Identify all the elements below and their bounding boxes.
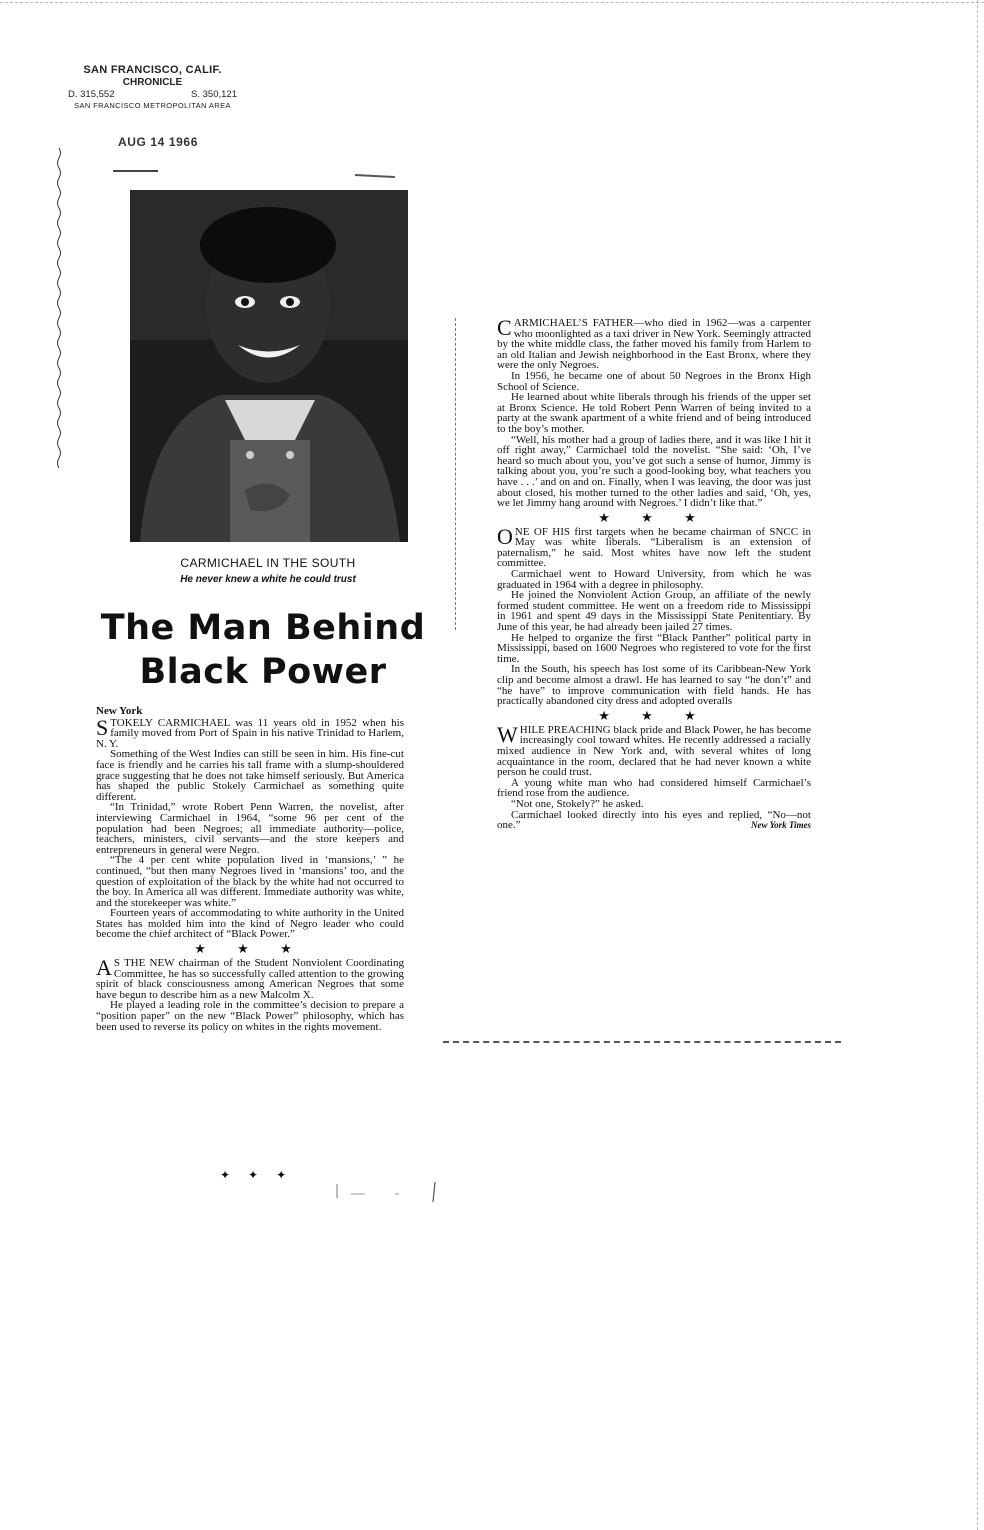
paragraph: “Not one, Stokely?” he asked. <box>511 797 644 810</box>
masthead-city: SAN FRANCISCO, CALIF. <box>83 64 222 76</box>
paragraph-text: TOKELY CARMICHAEL was 11 years old in 1952 when his family moved from Port of Spain in his native Trinidad to Harlem, N. Y. <box>96 716 404 750</box>
paragraph <box>497 810 811 831</box>
section-break-stars: ★ ★ ★ <box>598 707 710 723</box>
section-break-stars: ★ ★ ★ <box>598 509 710 525</box>
clipping-date: AUG 14 1966 <box>118 135 198 149</box>
margin-squiggle <box>54 148 64 468</box>
drop-cap: O <box>497 523 513 549</box>
paragraph: Carmichael went to Howard University, from which he was graduated in 1964 with a degree in philosophy. <box>497 568 811 591</box>
daily-circulation: D. 315,552 <box>68 89 115 100</box>
pencil-marks <box>333 1180 443 1206</box>
paragraph: “In Trinidad,” wrote Robert Penn Warren, the novelist, after interviewing Carmichael in 1964, “some 96 per cent of the population had been Negroes; all immediate authority—police, teachers, ministers, civil servants—and the store keepers and entrepreneurs in general were Negro. <box>96 801 404 856</box>
drop-cap: W <box>497 721 518 747</box>
clip-cut-line <box>443 1041 841 1043</box>
clip-mark-right <box>355 174 395 178</box>
masthead-paper: CHRONICLE <box>122 77 183 88</box>
page-border-right <box>977 0 978 1530</box>
article-headline <box>88 606 438 694</box>
paragraph: He joined the Nonviolent Action Group, an affiliate of the newly formed student committee. He went on a freedom ride to Mississippi in 1961 and spent 49 days in the Mississippi State Penitentiary. By June of this year, he had already been jailed 27 times. <box>497 589 811 634</box>
drop-cap: C <box>497 315 512 340</box>
portrait-illustration <box>130 190 408 542</box>
continuation-marks: ✦✦✦ <box>220 1168 305 1182</box>
paragraph: In 1956, he became one of about 50 Negroes in the Bronx High School of Science. <box>497 369 811 393</box>
article-column-left <box>96 706 404 1032</box>
portrait-photo <box>130 190 408 542</box>
paragraph <box>96 955 404 1001</box>
paragraph <box>96 714 404 750</box>
paragraph: A young white man who had considered himself Carmichael’s friend rose from the audience. <box>497 776 811 800</box>
sunday-circulation: S. 350,121 <box>191 89 237 100</box>
masthead-circulation <box>60 89 245 101</box>
drop-cap: A <box>96 955 112 981</box>
newspaper-masthead <box>60 64 245 111</box>
paragraph-text: S THE NEW chairman of the Student Nonviolent Coordinating Committee, he has so successfully called attention to the growing spirit of black consciousness among American Negroes that some have begun to describe him as a new Malcolm X. <box>96 957 404 1001</box>
paragraph <box>497 523 811 570</box>
paragraph-text: ARMICHAEL’S FATHER—who died in 1962—was a carpenter who moonlighted as a taxi driver in New York. Seemingly attracted by the white middle class, the father moved his family from Harlem to an old Italian and Jewish neighborhood in the East Bronx, where they were the only Negroes. <box>497 317 811 372</box>
headline-line-1: The Man Behind <box>100 608 426 648</box>
headline-line-2: Black Power <box>139 652 387 692</box>
paragraph: He helped to organize the first “Black Panther” political party in Mississippi, based on 1600 Negroes who registered to vote for the first time. <box>497 631 811 665</box>
article-column-right <box>497 315 811 832</box>
clip-mark-left <box>113 170 158 172</box>
paragraph-text: NE OF HIS first targets when he became chairman of SNCC in May was white liberals. “Liberalism is an extension of paternalism,” he said. Most whites have now left the student committee. <box>497 525 811 570</box>
drop-cap: S <box>96 714 109 740</box>
section-break-stars: ★ ★ ★ <box>194 941 306 957</box>
article-dateline: New York <box>96 705 143 717</box>
paragraph: He played a leading role in the committee’s decision to prepare a “position paper” on the new “Black Power” philosophy, which has been used to reverse its policy on whites in the rights movement. <box>96 999 404 1033</box>
paragraph: “The 4 per cent white population lived in ‘mansions,’ ” he continued, “but then many Negroes lived in ‘mansions’ too, and the question of exploitation of the black by the white had not occurred to the boy. In America all was different. Immediate authority was white, and the storekeeper was white.” <box>96 854 404 909</box>
paragraph-text: Carmichael looked directly into his eyes and replied, “No—not one.” <box>497 808 811 832</box>
paragraph: In the South, his speech has lost some of its Caribbean-New York clip and become almost a drawl. He has learned to say “he don’t” and “he have” to improve communication with field hands. He has practically abandoned city dress and adopted overalls <box>497 663 811 708</box>
page-border-top <box>0 2 984 3</box>
article-credit: New York Times <box>751 820 811 831</box>
paragraph <box>497 721 811 779</box>
paragraph-text: HILE PREACHING black pride and Black Power, he has become increasingly cool toward whites. He recently addressed a racially mixed audience in New York and, with several whites of long acquaintance in the room, declared that he had never known a white person he could trust. <box>497 723 811 779</box>
paragraph: “Well, his mother had a group of ladies there, and it was like I hit it off right away,” Carmichael told the novelist. “She said: ‘Oh, I’ve heard so much about you, you’ve got such a sense of humor, Jimmy is talking about you, you’re such a good-looking boy, what teachers you have . . .’ and on and on. Finally, when I was leaving, the door was just about closed, his mother turned to the other ladies and said, ‘Oh, yes, we let Jimmy hang around with Negroes.’ I didn’t like that.” <box>497 433 811 510</box>
photo-subcaption: He never knew a white he could trust <box>180 574 356 585</box>
paragraph: He learned about white liberals through his friends of the upper set at Bronx Science. He told Robert Penn Warren of being invited to a party at the swank apartment of a white friend and of being introduced to the boy’s mother. <box>497 391 811 435</box>
paragraph: Fourteen years of accommodating to white authority in the United States has molded him into the kind of Negro leader who could become the chief architect of “Black Power.” <box>96 907 404 941</box>
paragraph <box>497 315 811 372</box>
masthead-area: SAN FRANCISCO METROPOLITAN AREA <box>74 101 231 110</box>
photo-caption: CARMICHAEL IN THE SOUTH <box>180 556 356 570</box>
paragraph: Something of the West Indies can still be seen in him. His fine-cut face is friendly and he carries his tall frame with a slump-shouldered grace suggesting that he does not take himself seriously. But America has shaped the public Stokely Carmichael as something quite different. <box>96 748 404 803</box>
column-divider <box>455 318 456 630</box>
